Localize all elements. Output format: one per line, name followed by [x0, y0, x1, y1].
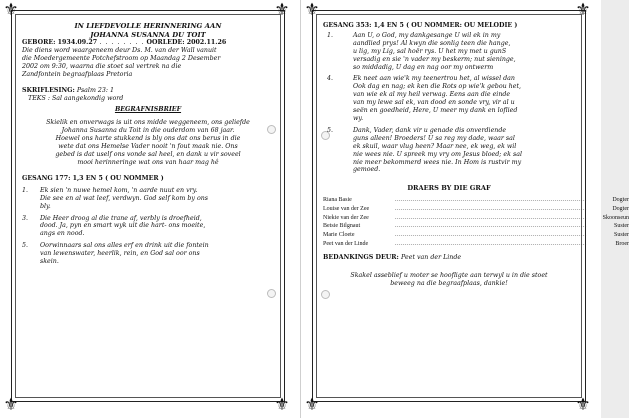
service-line: die Moedergemeente Potchefstroom op Maandag 2 Desember: [22, 55, 221, 62]
hymn-verse: [323, 32, 575, 72]
bearer-row: [323, 222, 629, 231]
bearer-role: Suster: [614, 232, 629, 239]
letter-line: Johanna Susanna du Toit in die ouderdom van 68 jaar.: [61, 127, 235, 135]
bearer-row: [323, 205, 629, 214]
hymn-verse: [22, 187, 274, 211]
bearer-name: Peet van der Linde: [323, 240, 369, 247]
punch-hole: [267, 289, 276, 298]
bearer-role: Dogter: [612, 205, 629, 212]
leader-dots: ................................................................................................: [395, 205, 587, 212]
texts-line: TEKS : Sal aangekondig word: [28, 94, 124, 102]
verse-line: bly.: [40, 202, 51, 210]
verse-number: 1.: [327, 31, 334, 39]
fleur-de-lis-icon: ⚜: [304, 0, 320, 20]
died-date: 2002.11.26: [186, 39, 227, 47]
verse-text: [353, 75, 575, 122]
born-label: GEBORE:: [22, 39, 56, 47]
verse-line: so middadig, U dag en nag oor my ontwerm: [353, 63, 494, 71]
verse-line: seën en goedheid, Here, U meer my dank en loflied: [353, 107, 518, 115]
closing-line: Skakel asseblief u moter se hoofligte aan terwyl u in die stoet: [350, 272, 548, 280]
closing-note: [323, 272, 575, 288]
fleur-de-lis-icon: ⚜: [274, 395, 290, 415]
letter-title: BEGRAFNISBRIEF: [114, 105, 182, 113]
verse-line: nie wees nie. U spreek my vry om Jesus bloed; ek sal: [353, 150, 522, 158]
bearer-row: [323, 240, 629, 249]
verse-line: wy.: [353, 114, 364, 122]
service-line: Zandfontein begraafplaas Pretoria: [22, 70, 133, 78]
bearer-name: Niekie van der Zee: [323, 214, 369, 221]
letter-line: Skielik en onverwags is uit ons midde weggeneem, ons geliefde: [46, 119, 250, 127]
verse-text: [40, 215, 274, 239]
service-line: Die diens word waargeneem deur Ds. M. van der Wall vanuit: [22, 47, 217, 55]
fleur-de-lis-icon: ⚜: [575, 0, 591, 20]
verse-number: 4.: [327, 75, 334, 83]
bearer-name: Riana Basie: [323, 197, 352, 204]
verse-number: 5.: [22, 242, 29, 250]
memorial-title: IN LIEFDEVOLLE HERINNERING AAN: [74, 22, 222, 30]
verse-line: van my lewe sal ek, van dood en sonde vry, vir al u: [353, 99, 515, 107]
verse-line: versadig en sie 'n vader my beskerm; nut sieninge,: [353, 55, 516, 63]
dates-dots: . . . . . . . .: [99, 39, 145, 47]
hymn-177-title: GESANG 177: 1,3 EN 5 ( OU NOMMER ): [22, 174, 164, 182]
verse-line: van wie ek al my heil verwag. Eens aan die einde: [353, 91, 511, 99]
verse-line: Dank, Vader, dank vir u genade dis onverdiende: [353, 126, 507, 134]
service-line: 2002 om 9:30, waarna die stoet sal vertrek na die: [22, 62, 182, 70]
verse-number: 1.: [22, 186, 29, 194]
right-content: [323, 22, 629, 288]
verse-line: u lig, my Lig, sal hoër rys. U het my met u gunS: [353, 47, 507, 55]
bearer-role: Broer: [615, 240, 629, 247]
verse-line: skein.: [40, 258, 59, 266]
service-text: [22, 47, 274, 79]
died-label: OORLEDE:: [146, 39, 185, 47]
dates-line: [22, 39, 274, 47]
verse-line: ek skuil, waar vlug heen? Maar nee, ek weg, ek wil: [353, 142, 517, 150]
bearers-list: [323, 196, 629, 248]
leader-dots: ................................................................................................: [395, 240, 587, 247]
born-date: 1934.09.27: [57, 39, 98, 47]
verse-line: dood. Ja, pyn en smart wyk uit die hart- ons moeite,: [40, 222, 206, 230]
verse-number: 3.: [22, 214, 29, 222]
hymn-verse: [323, 127, 575, 174]
verse-line: Ek neet aan wie'k my teenertrou het, al wissel dan: [353, 75, 515, 83]
leader-dots: ................................................................................................: [395, 197, 587, 204]
punch-hole: [321, 290, 330, 299]
verse-line: Ook dag en nag; ek ken die Rots op wie'k gebou het,: [353, 83, 521, 91]
left-page: [0, 0, 300, 418]
bearer-role: Dogter: [612, 197, 629, 204]
letter-line: mooi herinneringe wat ons van haar mag hê: [77, 158, 219, 166]
reading-value: Psalm 23: 1: [76, 86, 115, 94]
bearer-name: Betsie Bilgnaut: [323, 223, 361, 230]
scripture-reading: [22, 87, 274, 95]
right-page: [301, 0, 629, 418]
thanks-value: Peet van der Linde: [401, 254, 462, 262]
verse-line: Oorwinnaars sal ons alles erf en drink uit die fontein: [40, 242, 209, 250]
verse-text: [353, 32, 575, 72]
funeral-letter: [22, 119, 274, 166]
reading-label: SKRIFLESING:: [22, 86, 75, 94]
verse-line: Ek sien 'n nuwe hemel kom, 'n aarde nuut en vry.: [40, 186, 198, 194]
verse-number: 5.: [327, 126, 334, 134]
bearer-name: Louise van der Zee: [323, 205, 370, 212]
leader-dots: ................................................................................................: [395, 223, 587, 230]
thanks-line: [323, 254, 575, 262]
hymn-verse: [22, 215, 274, 239]
verse-text: [40, 187, 274, 211]
verse-line: guns alleen! Broeders! U sa reg my dade, waar sal: [353, 134, 515, 142]
bearer-name: Marie Cloete: [323, 232, 355, 239]
letter-line: Hoewel ons harte stukkend is bly ons dat ons berus in die: [55, 135, 241, 143]
verse-text: [353, 127, 575, 174]
fleur-de-lis-icon: ⚜: [3, 395, 19, 415]
deceased-name: JOHANNA SUSANNA DU TOIT: [90, 30, 206, 39]
verse-line: Die see en al wat leef, verdwyn. God self kom by ons: [40, 194, 209, 202]
bearer-role: Skoonseun: [602, 214, 629, 221]
hymn-verse: [22, 242, 274, 266]
bearer-role: Suster: [614, 223, 629, 230]
thanks-label: BEDANKINGS DEUR:: [323, 254, 399, 262]
verse-line: gemoed.: [353, 166, 381, 174]
hymn-verse: [323, 75, 575, 122]
letter-line: gebed is dat uself ons vonde sal heel, en dank u vir soveel: [55, 151, 241, 159]
fleur-de-lis-icon: ⚜: [575, 395, 591, 415]
leader-dots: ................................................................................................: [395, 214, 587, 221]
hymn-353-title: GESANG 353: 1,4 EN 5 ( OU NOMMER: OU MELODIE ): [323, 22, 518, 29]
fleur-de-lis-icon: ⚜: [304, 395, 320, 415]
leader-dots: ................................................................................................: [395, 232, 587, 239]
verse-line: Aan U, o God, my dankgesange U wil ek in my: [353, 31, 501, 39]
verse-text: [40, 242, 274, 266]
letter-line: wete dat ons Hemelse Vader nooit 'n fout maak nie. Ons: [58, 143, 238, 151]
verse-line: aandlied prys! Al kwyn die sonlig teen die hange,: [353, 39, 511, 47]
verse-line: Die Heer droog al die trane af, verbly is droefheid,: [40, 214, 202, 222]
verse-line: nie meer bekommerd wees nie. In Hom is rustvir my: [353, 158, 522, 166]
left-content: [22, 22, 274, 266]
verse-line: angs en nood.: [40, 230, 85, 238]
closing-line: beweeg na die begraafplaas, dankie!: [390, 280, 508, 288]
bearer-row: [323, 214, 629, 223]
bearers-title: DRAERS BY DIE GRAF: [407, 184, 491, 193]
fleur-de-lis-icon: ⚜: [3, 0, 19, 20]
verse-line: van lewenswater, heerlik, rein, en God sal oor ons: [40, 250, 200, 258]
bearer-row: [323, 196, 629, 205]
fleur-de-lis-icon: ⚜: [274, 0, 290, 20]
bearer-row: [323, 231, 629, 240]
